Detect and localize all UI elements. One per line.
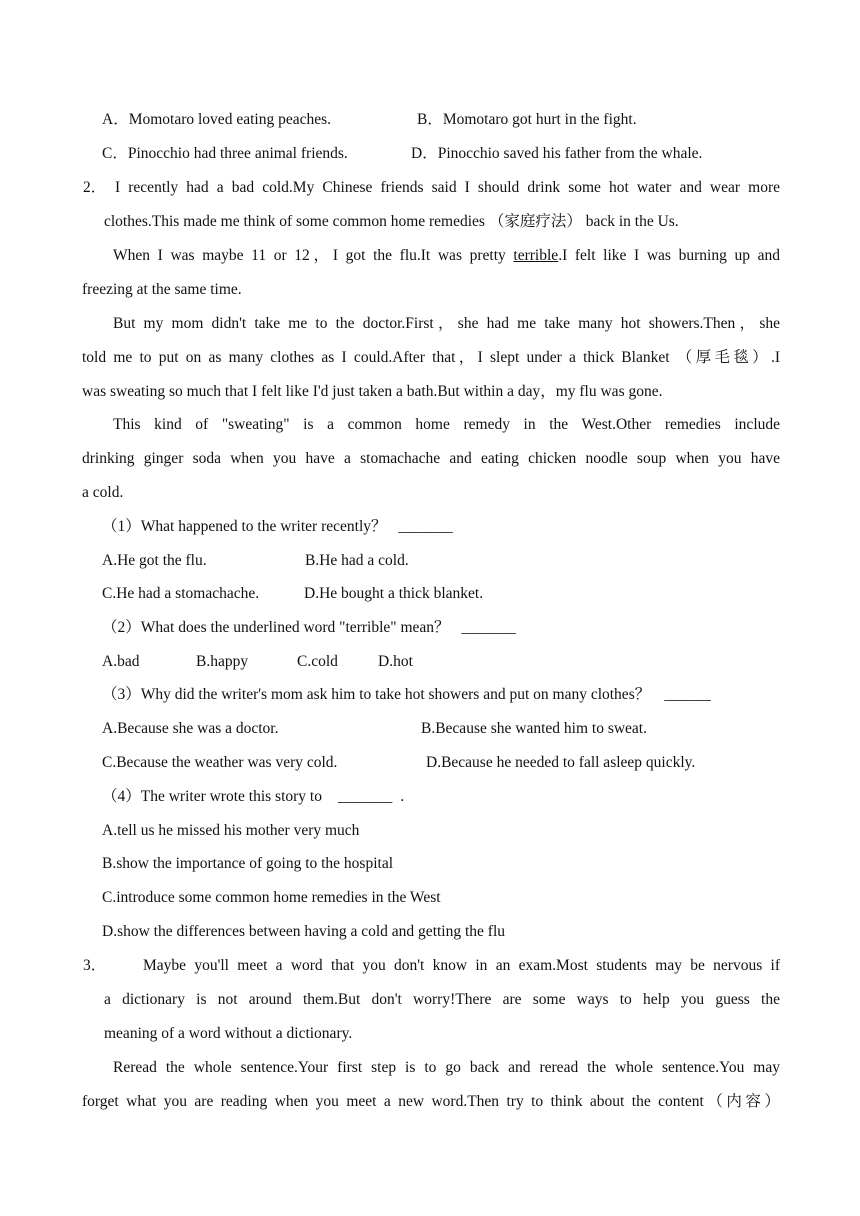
q2-sub3-option-c: C.Because the weather was very cold. bbox=[102, 754, 338, 771]
q2-sub4-stem: （4）The writer wrote this story to _______ . bbox=[102, 788, 405, 805]
q2-paragraph-1-line-2: freezing at the same time. bbox=[82, 281, 242, 298]
q2-paragraph-3-line-1: This kind of "sweating" is a common home remedy in the West.Other remedies include bbox=[113, 416, 780, 433]
q2-sub3-option-b: B.Because she wanted him to sweat. bbox=[421, 720, 647, 737]
answer-blank: ______ bbox=[664, 686, 711, 703]
q2-sub4-option-d: D.show the differences between having a cold and getting the flu bbox=[102, 923, 506, 940]
q2-sub4-option-b: B.show the importance of going to the hospital bbox=[102, 855, 394, 872]
q2-sub1-option-a: A.He got the flu. bbox=[102, 552, 207, 569]
q2-sub2-option-a: A.bad bbox=[102, 653, 140, 670]
q2-paragraph-2-line-2: told me to put on as many clothes as I could.After that，I slept under a thick Blanket （厚毛毯）.I bbox=[82, 349, 780, 366]
q3-number: 3． bbox=[83, 957, 107, 974]
q2-sub4-option-c: C.introduce some common home remedies in the West bbox=[102, 889, 441, 906]
q2-sub3-stem: （3）Why did the writer's mom ask him to take hot showers and put on many clothes？ ______ bbox=[102, 686, 711, 703]
q2-paragraph-2-line-1: But my mom didn't take me to the doctor.First，she had me take many hot showers.Then，she bbox=[113, 315, 780, 332]
q2-sub2-option-d: D.hot bbox=[378, 653, 413, 670]
q1-option-c: C．Pinocchio had three animal friends. bbox=[102, 145, 348, 162]
q3-intro-line-2: a dictionary is not around them.But don't worry!There are some ways to help you guess the bbox=[104, 991, 780, 1008]
q1-option-a: A．Momotaro loved eating peaches. bbox=[102, 111, 331, 128]
q3-intro-line-3: meaning of a word without a dictionary. bbox=[104, 1025, 353, 1042]
q2-sub4-option-a: A.tell us he missed his mother very much bbox=[102, 822, 360, 839]
q3-intro-line-1: Maybe you'll meet a word that you don't know in an exam.Most students may be nervous if bbox=[143, 957, 780, 974]
q2-intro-line-1: I recently had a bad cold.My Chinese friends said I should drink some hot water and wear more bbox=[115, 179, 780, 196]
q2-sub3-option-a: A.Because she was a doctor. bbox=[102, 720, 279, 737]
q2-sub3-option-d: D.Because he needed to fall asleep quickly. bbox=[426, 754, 696, 771]
q2-sub2-stem: （2）What does the underlined word "terrible" mean？ _______ bbox=[102, 619, 516, 636]
q3-paragraph-1-line-2: forget what you are reading when you meet a new word.Then try to think about the content（内容） bbox=[82, 1093, 780, 1110]
answer-blank: _______ bbox=[398, 518, 453, 535]
q1-option-d: D．Pinocchio saved his father from the whale. bbox=[411, 145, 703, 162]
q2-sub1-option-d: D.He bought a thick blanket. bbox=[304, 585, 484, 602]
q3-paragraph-1-line-1: Reread the whole sentence.Your first step is to go back and reread the whole sentence.You may bbox=[113, 1059, 780, 1076]
q2-paragraph-2-line-3: was sweating so much that I felt like I'd just taken a bath.But within a day，my flu was gone. bbox=[82, 383, 663, 400]
q1-option-b: B．Momotaro got hurt in the fight. bbox=[417, 111, 637, 128]
q2-intro-line-2: clothes.This made me think of some common home remedies （家庭疗法） back in the Us. bbox=[104, 213, 679, 230]
underlined-word: terrible bbox=[513, 247, 559, 264]
q2-paragraph-3-line-2: drinking ginger soda when you have a stomachache and eating chicken noodle soup when you have bbox=[82, 450, 780, 467]
q2-paragraph-1-line-1: When I was maybe 11 or 12，I got the flu.It was pretty terrible.I felt like I was burning up and bbox=[113, 247, 780, 264]
q2-number: 2． bbox=[83, 179, 107, 196]
q2-sub1-option-c: C.He had a stomachache. bbox=[102, 585, 260, 602]
answer-blank: _______ bbox=[337, 788, 393, 805]
q2-sub1-option-b: B.He had a cold. bbox=[305, 552, 409, 569]
q2-paragraph-3-line-3: a cold. bbox=[82, 484, 124, 501]
q2-sub2-option-b: B.happy bbox=[196, 653, 249, 670]
answer-blank: _______ bbox=[461, 619, 516, 636]
q2-sub2-option-c: C.cold bbox=[297, 653, 338, 670]
q2-sub1-stem: （1）What happened to the writer recently？ _______ bbox=[102, 518, 453, 535]
